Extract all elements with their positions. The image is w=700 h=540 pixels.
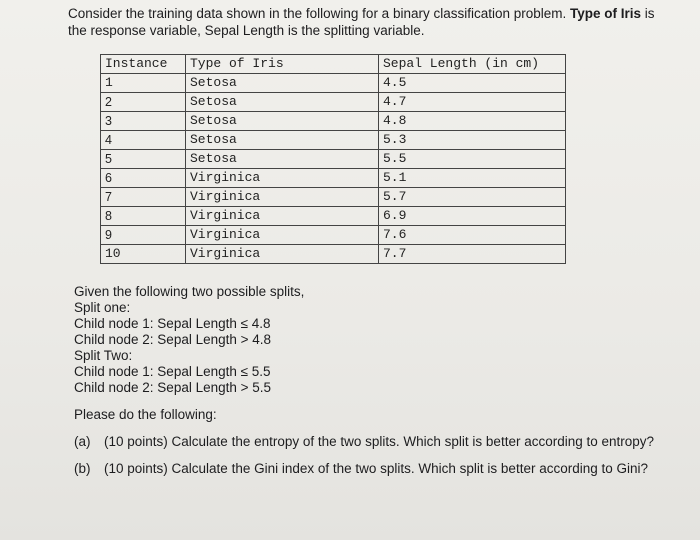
split-one-child-2: Child node 2: Sepal Length > 4.8 bbox=[74, 332, 272, 347]
cell-type: Virginica bbox=[186, 245, 379, 264]
header-instance: Instance bbox=[101, 55, 186, 74]
cell-instance: 7 bbox=[101, 188, 186, 207]
statement-text-2: is the response variable, Sepal Length is the splitting variable. bbox=[68, 6, 655, 38]
table-row bbox=[101, 150, 566, 169]
cell-type: Setosa bbox=[186, 150, 379, 169]
iris-data-table bbox=[100, 54, 566, 264]
cell-instance: 2 bbox=[101, 93, 186, 112]
cell-instance: 1 bbox=[101, 74, 186, 93]
cell-instance: 4 bbox=[101, 131, 186, 150]
table-row bbox=[101, 131, 566, 150]
task-b-text: (10 points) Calculate the Gini index of the two splits. Which split is better according to Gini? bbox=[104, 461, 649, 476]
statement-text-1: Consider the training data shown in the following for a binary classification problem. bbox=[68, 6, 571, 21]
cell-instance: 3 bbox=[101, 112, 186, 131]
cell-type: Virginica bbox=[186, 226, 379, 245]
cell-sepal-length: 6.9 bbox=[379, 207, 566, 226]
header-sepal-length: Sepal Length (in cm) bbox=[379, 55, 566, 74]
table-row bbox=[101, 169, 566, 188]
cell-instance: 10 bbox=[101, 245, 186, 264]
cell-sepal-length: 7.7 bbox=[379, 245, 566, 264]
cell-type: Virginica bbox=[186, 169, 379, 188]
cell-sepal-length: 4.7 bbox=[379, 93, 566, 112]
tasks-intro: Please do the following: bbox=[74, 407, 217, 422]
cell-sepal-length: 4.5 bbox=[379, 74, 566, 93]
cell-instance: 9 bbox=[101, 226, 186, 245]
cell-sepal-length: 5.3 bbox=[379, 131, 566, 150]
cell-type: Virginica bbox=[186, 207, 379, 226]
problem-statement bbox=[68, 5, 668, 39]
task-a bbox=[74, 434, 664, 450]
table-row bbox=[101, 226, 566, 245]
cell-type: Setosa bbox=[186, 112, 379, 131]
cell-type: Setosa bbox=[186, 131, 379, 150]
split-two-child-2: Child node 2: Sepal Length > 5.5 bbox=[74, 380, 272, 395]
table-row bbox=[101, 207, 566, 226]
task-a-text: (10 points) Calculate the entropy of the two splits. Which split is better according to entropy? bbox=[104, 434, 655, 449]
table-row bbox=[101, 112, 566, 131]
question-section bbox=[74, 284, 664, 477]
cell-sepal-length: 7.6 bbox=[379, 226, 566, 245]
cell-type: Virginica bbox=[186, 188, 379, 207]
split-two-title: Split Two: bbox=[74, 348, 133, 363]
split-one-child-1: Child node 1: Sepal Length ≤ 4.8 bbox=[74, 316, 271, 331]
table-row bbox=[101, 93, 566, 112]
splits-intro: Given the following two possible splits, bbox=[74, 284, 305, 299]
cell-sepal-length: 5.7 bbox=[379, 188, 566, 207]
task-b bbox=[74, 461, 664, 477]
task-a-label: (a) bbox=[74, 434, 91, 449]
split-two-child-1: Child node 1: Sepal Length ≤ 5.5 bbox=[74, 364, 271, 379]
cell-type: Setosa bbox=[186, 93, 379, 112]
cell-instance: 5 bbox=[101, 150, 186, 169]
table-row bbox=[101, 188, 566, 207]
task-b-label: (b) bbox=[74, 461, 91, 476]
cell-instance: 8 bbox=[101, 207, 186, 226]
table-row bbox=[101, 74, 566, 93]
cell-sepal-length: 4.8 bbox=[379, 112, 566, 131]
cell-sepal-length: 5.1 bbox=[379, 169, 566, 188]
header-type-of-iris: Type of Iris bbox=[186, 55, 379, 74]
cell-instance: 6 bbox=[101, 169, 186, 188]
cell-sepal-length: 5.5 bbox=[379, 150, 566, 169]
table-header-row bbox=[101, 55, 566, 74]
cell-type: Setosa bbox=[186, 74, 379, 93]
table-row bbox=[101, 245, 566, 264]
split-one-title: Split one: bbox=[74, 300, 131, 315]
statement-bold-response: Type of Iris bbox=[570, 6, 642, 21]
